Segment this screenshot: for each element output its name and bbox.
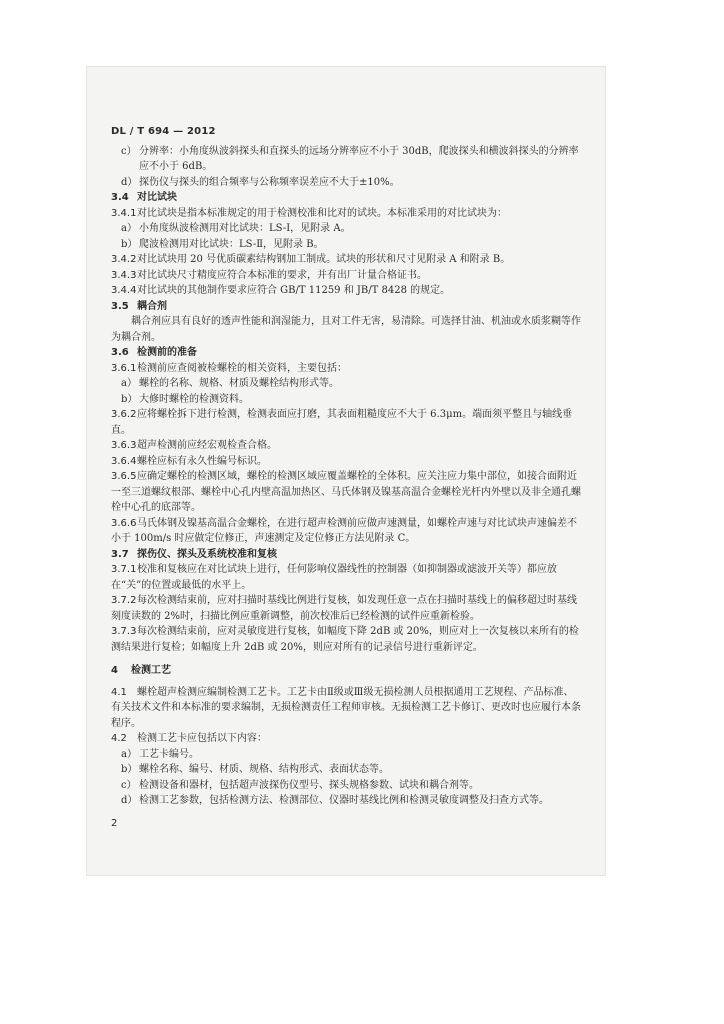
list-item	[111, 237, 581, 253]
chapter-heading	[111, 663, 581, 679]
standard-header: DL / T 694 — 2012	[111, 126, 216, 137]
clause-number: 3.6.3	[111, 440, 137, 451]
document-body	[111, 144, 581, 809]
paragraph: 耦合剂应具有良好的透声性能和润湿能力，且对工件无害，易清除。可选择甘油、机油或水质浆糊等作为耦合剂。	[111, 316, 581, 343]
clause	[111, 562, 581, 593]
clause-number: 3.7	[111, 548, 129, 560]
list-marker: b）	[121, 238, 138, 250]
list-marker: a）	[121, 223, 137, 234]
clause-text: 对比试块是指本标准规定的用于检测校准和比对的试块。本标准采用的对比试块为：	[137, 207, 507, 219]
list-marker: d）	[121, 176, 138, 188]
clause-number: 3.4.1	[111, 207, 137, 219]
clause	[111, 361, 581, 377]
clause	[111, 407, 581, 438]
clause	[111, 454, 581, 470]
clause-text: 对比试块尺寸精度应符合本标准的要求，并有出厂计量合格证书。	[137, 269, 427, 281]
list-item-text: 螺栓名称、编号、材质、规格、结构形式、表面状态等。	[139, 764, 389, 775]
clause-text: 探伤仪、探头及系统校准和复核	[137, 548, 277, 560]
page-number: 2	[111, 818, 118, 829]
clause-text: 校准和复核应在对比试块上进行，任何影响仪器线性的控制器（如抑制器或滤波开关等）都应放在“关”的位置或最低的水平上。	[111, 564, 557, 591]
clause-text: 检测前应查阅被检螺栓的相关资料，主要包括：	[137, 362, 347, 374]
clause-text: 每次检测结束前，应对灵敏度进行复核，如幅度下降 2dB 或 20%，则应对上一次复核以来所有的检测结果进行复检；如幅度上升 2dB 或 20%，则应对所有的记录信号进行重新评定。	[111, 626, 579, 653]
clause-number: 3.6.5	[111, 471, 137, 482]
section-heading	[111, 345, 581, 361]
clause-text: 应确定螺栓的检测区域，螺栓的检测区域应覆盖螺栓的全体积。应关注应力集中部位，如接合面附近一至三道螺纹根部、螺栓中心孔内壁高温加热区、马氏体钢及镍基高温合金螺栓光杆内外壁以及非全通孔螺栓中心孔的底部等。	[111, 471, 581, 513]
list-marker: b）	[121, 764, 138, 775]
clause-number: 3.5	[111, 300, 129, 312]
list-item-text: 检测设备和器材，包括超声波探伤仪型号、探头规格参数、试块和耦合剂等。	[139, 779, 479, 791]
list-item-text: 分辨率：小角度纵波斜探头和直探头的远场分辨率应不小于 30dB，爬波探头和横波斜探头的分辨率应不小于 6dB。	[139, 145, 579, 172]
clause-text: 螺栓应标有永久性编号标识。	[137, 455, 267, 467]
clause-number: 3.4.3	[111, 269, 137, 281]
clause-text: 检测工艺卡应包括以下内容：	[137, 733, 267, 744]
clause	[111, 731, 581, 747]
clause	[111, 268, 581, 284]
clause-number: 4	[111, 665, 118, 676]
list-item	[111, 221, 581, 237]
clause-number: 4.2	[111, 733, 127, 744]
list-item-text: 检测工艺参数，包括检测方法、检测部位、仪器时基线比例和检测灵敏度调整及扫查方式等。	[139, 795, 549, 806]
clause-number: 3.7.1	[111, 564, 137, 575]
clause-text: 对比试块	[137, 192, 177, 203]
section-heading	[111, 299, 581, 315]
clause-number: 3.4.4	[111, 285, 137, 296]
list-item-text: 螺栓的名称、规格、材质及螺栓结构形式等。	[139, 378, 339, 389]
list-item	[111, 778, 581, 794]
clause-text: 对比试块用 20 号优质碳素结构钢加工制成。试块的形状和尺寸见附录 A 和附录 B。	[137, 254, 511, 265]
clause-text: 螺栓超声检测应编制检测工艺卡。工艺卡由Ⅱ级或Ⅲ级无损检测人员根据通用工艺规程、产品标准、有关技术文件和本标准的要求编制，无损检测责任工程师审核。无损检测工艺卡修订、更改时也应履行本条程序。	[111, 686, 581, 729]
list-item-text: 工艺卡编号。	[139, 748, 199, 760]
clause	[111, 206, 581, 222]
list-marker: c）	[121, 779, 137, 791]
clause-number: 3.7.2	[111, 595, 137, 606]
document-page	[111, 124, 581, 834]
clause-number: 3.6.6	[111, 517, 137, 529]
clause-number: 3.4.2	[111, 254, 137, 265]
clause-text: 耦合剂	[137, 300, 167, 312]
list-item	[111, 392, 581, 408]
list-marker: a）	[121, 378, 137, 389]
clause-text: 应将螺栓拆下进行检测，检测表面应打磨，其表面粗糙度应不大于 6.3μm。端面须平整且与轴线垂直。	[111, 409, 573, 436]
clause-text: 检测工艺	[131, 665, 171, 676]
clause	[111, 593, 581, 624]
clause	[111, 685, 581, 732]
list-item-text: 探伤仪与探头的组合频率与公称频率误差应不大于±10%。	[139, 176, 400, 188]
clause-text: 每次检测结束前，应对扫描时基线比例进行复核，如发现任意一点在扫描时基线上的偏移超过时基线刻度读数的 2%时，扫描比例应重新调整，前次校准后已经检测的试件应重新检验。	[111, 595, 577, 622]
clause-number: 3.4	[111, 192, 129, 203]
clause-text: 对比试块的其他制作要求应符合 GB/T 11259 和 JB/T 8428 的规定。	[137, 285, 451, 296]
clause-number: 3.6.1	[111, 362, 137, 374]
clause-number: 3.6.4	[111, 455, 137, 467]
clause	[111, 438, 581, 454]
clause-text: 检测前的准备	[137, 347, 197, 358]
clause	[111, 469, 581, 516]
clause-number: 3.6	[111, 347, 129, 358]
list-item-text: 小角度纵波检测用对比试块：LS-Ⅰ，见附录 A。	[139, 223, 351, 234]
clause	[111, 252, 581, 268]
clause-text: 马氏体钢及镍基高温合金螺栓，在进行超声检测前应做声速测量，如螺栓声速与对比试块声速偏差不小于 100m/s 时应做定位修正，声速测定及定位修正方法见附录 C。	[111, 517, 577, 544]
list-item	[111, 175, 581, 191]
list-marker: c）	[121, 145, 137, 157]
list-item	[111, 376, 581, 392]
section-heading	[111, 190, 581, 206]
clause	[111, 624, 581, 655]
clause	[111, 283, 581, 299]
list-marker: a）	[121, 748, 137, 760]
list-marker: b）	[121, 393, 138, 405]
list-item	[111, 793, 581, 809]
list-item-text: 大修时螺栓的检测资料。	[139, 393, 249, 405]
clause-number: 3.7.3	[111, 626, 137, 637]
list-item-text: 爬波检测用对比试块：LS-Ⅱ，见附录 B。	[139, 238, 324, 250]
clause	[111, 516, 581, 547]
clause-number: 4.1	[111, 686, 127, 698]
list-marker: d）	[121, 795, 138, 806]
list-item	[111, 144, 581, 175]
list-item	[111, 762, 581, 778]
clause-number: 3.6.2	[111, 409, 137, 420]
clause-text: 超声检测前应经宏观检查合格。	[137, 440, 277, 451]
list-item	[111, 747, 581, 763]
section-heading	[111, 547, 581, 563]
